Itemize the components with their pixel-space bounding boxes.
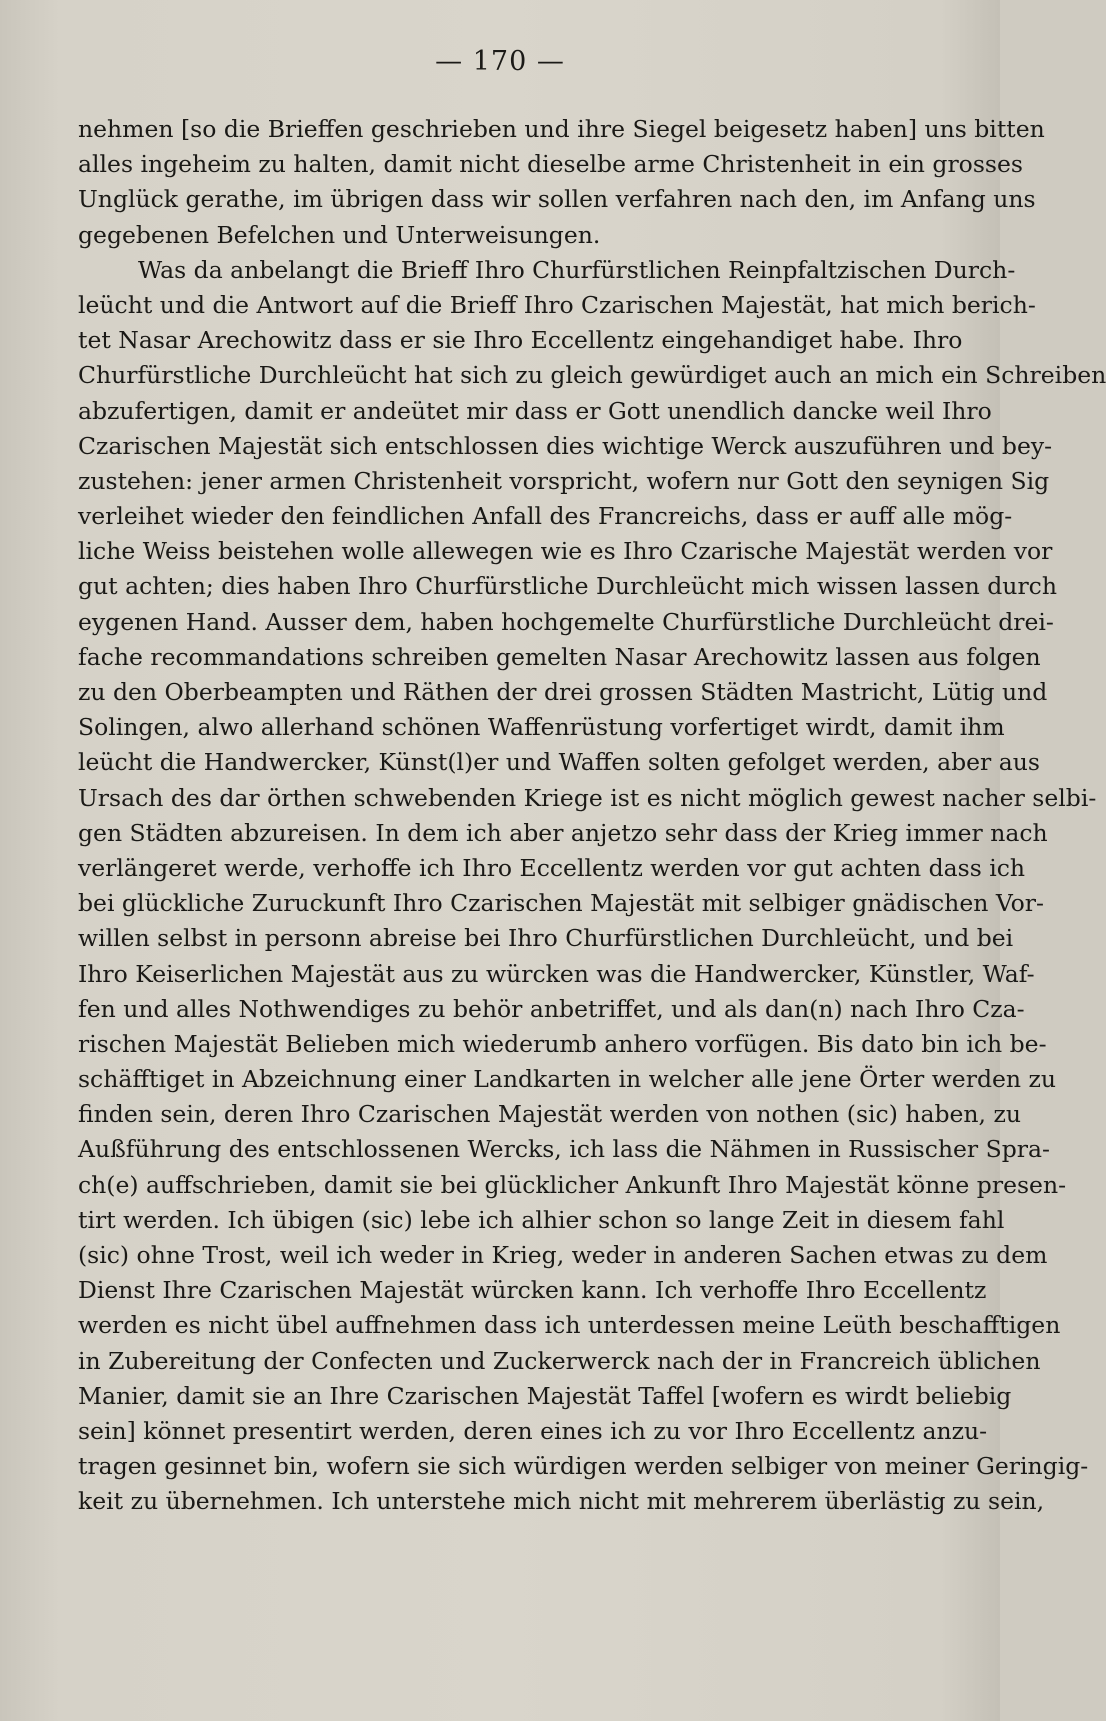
text-line: gut achten; dies haben Ihro Churfürstliche Durchleücht mich wissen lassen durch — [78, 572, 1057, 601]
text-line: ch(e) auffschrieben, damit sie bei glücklicher Ankunft Ihro Majestät könne presen- — [78, 1170, 1067, 1199]
text-line: finden sein, deren Ihro Czarischen Majestät werden von nothen (sic) haben, zu — [78, 1100, 1022, 1129]
body-text — [78, 112, 1106, 1520]
text-line: Czarischen Majestät sich entschlossen dies wichtige Werck auszuführen und bey- — [78, 431, 1053, 460]
text-line: bei glückliche Zuruckunft Ihro Czarischen Majestät mit selbiger gnädischen Vor- — [78, 889, 1044, 918]
text-line: keit zu übernehmen. Ich unterstehe mich nicht mit mehrerem überlästig zu sein, — [78, 1487, 1045, 1516]
page-number: — 170 — — [435, 46, 565, 77]
text-line: gegebenen Befelchen und Unterweisungen. — [78, 220, 601, 249]
text-line: willen selbst in personn abreise bei Ihro Churfürstlichen Durchleücht, und bei — [78, 924, 1014, 953]
text-line: Dienst Ihre Czarischen Majestät würcken kann. Ich verhoffe Ihro Eccellentz — [78, 1276, 987, 1305]
text-line: leücht und die Antwort auf die Brieff Ihro Czarischen Majestät, hat mich berich- — [78, 290, 1036, 319]
text-line: zustehen: jener armen Christenheit vorspricht, wofern nur Gott den seynigen Sig — [78, 466, 1050, 495]
text-line: nehmen [so die Brieffen geschrieben und ihre Siegel beigesetz haben] uns bitten — [78, 115, 1045, 143]
text-line: Was da anbelangt die Brieff Ihro Churfürstlichen Reinpfaltzischen Durch- — [138, 255, 1016, 284]
text-line: abzufertigen, damit er andeütet mir dass er Gott unendlich dancke weil Ihro — [78, 396, 992, 425]
text-line: Ihro Keiserlichen Majestät aus zu würcken was die Handwercker, Künstler, Waf- — [78, 959, 1035, 988]
text-line: eygenen Hand. Ausser dem, haben hochgemelte Churfürstliche Durchleücht drei- — [78, 607, 1054, 636]
text-line: leücht die Handwercker, Künst(l)er und Waffen solten gefolget werden, aber aus — [78, 748, 1040, 777]
text-line: verleihet wieder den feindlichen Anfall des Francreichs, dass er auff alle mög- — [78, 502, 1013, 531]
text-line: fen und alles Nothwendiges zu behör anbetriffet, und als dan(n) nach Ihro Cza- — [78, 994, 1025, 1023]
text-line: Churfürstliche Durchleücht hat sich zu gleich gewürdiget auch an mich ein Schreiben — [78, 361, 1106, 390]
text-line: tirt werden. Ich übigen (sic) lebe ich alhier schon so lange Zeit in diesem fahl — [78, 1205, 1005, 1234]
text-line: Manier, damit sie an Ihre Czarischen Majestät Taffel [wofern es wirdt beliebig — [78, 1381, 1012, 1410]
text-line: tragen gesinnet bin, wofern sie sich würdigen werden selbiger von meiner Geringig- — [78, 1452, 1089, 1481]
text-line: Unglück gerathe, im übrigen dass wir sollen verfahren nach den, im Anfang uns — [78, 185, 1036, 214]
text-line: in Zubereitung der Confecten und Zuckerwerck nach der in Francreich üblichen — [78, 1346, 1041, 1375]
text-line: schäfftiget in Abzeichnung einer Landkarten in welcher alle jene Örter werden zu — [78, 1065, 1057, 1094]
text-line: tet Nasar Arechowitz dass er sie Ihro Eccellentz eingehandiget habe. Ihro — [78, 326, 963, 355]
text-line: (sic) ohne Trost, weil ich weder in Krieg, weder in anderen Sachen etwas zu dem — [78, 1241, 1048, 1269]
text-line: Solingen, alwo allerhand schönen Waffenrüstung vorfertiget wirdt, damit ihm — [78, 713, 1005, 742]
text-line: werden es nicht übel auffnehmen dass ich unterdessen meine Leüth beschafftigen — [78, 1311, 1061, 1340]
text-line: gen Städten abzureisen. In dem ich aber anjetzo sehr dass der Krieg immer nach — [78, 818, 1048, 847]
text-line: zu den Oberbeampten und Räthen der drei grossen Städten Mastricht, Lütig und — [78, 678, 1048, 706]
text-line: sein] könnet presentirt werden, deren eines ich zu vor Ihro Eccellentz anzu- — [78, 1416, 988, 1445]
text-line: verlängeret werde, verhoffe ich Ihro Eccellentz werden vor gut achten dass ich — [78, 853, 1026, 882]
text-line: Außführung des entschlossenen Wercks, ich lass die Nähmen in Russischer Spra- — [78, 1135, 1050, 1164]
text-line: liche Weiss beistehen wolle allewegen wie es Ihro Czarische Majestät werden vor — [78, 537, 1053, 566]
text-line: alles ingeheim zu halten, damit nicht dieselbe arme Christenheit in ein grosses — [78, 150, 1023, 179]
text-line: fache recommandations schreiben gemelten Nasar Arechowitz lassen aus folgen — [78, 642, 1041, 671]
text-line: Ursach des dar örthen schwebenden Kriege ist es nicht möglich gewest nacher selbi- — [78, 783, 1097, 812]
text-line: rischen Majestät Belieben mich wiederumb anhero vorfügen. Bis dato bin ich be- — [78, 1029, 1047, 1058]
